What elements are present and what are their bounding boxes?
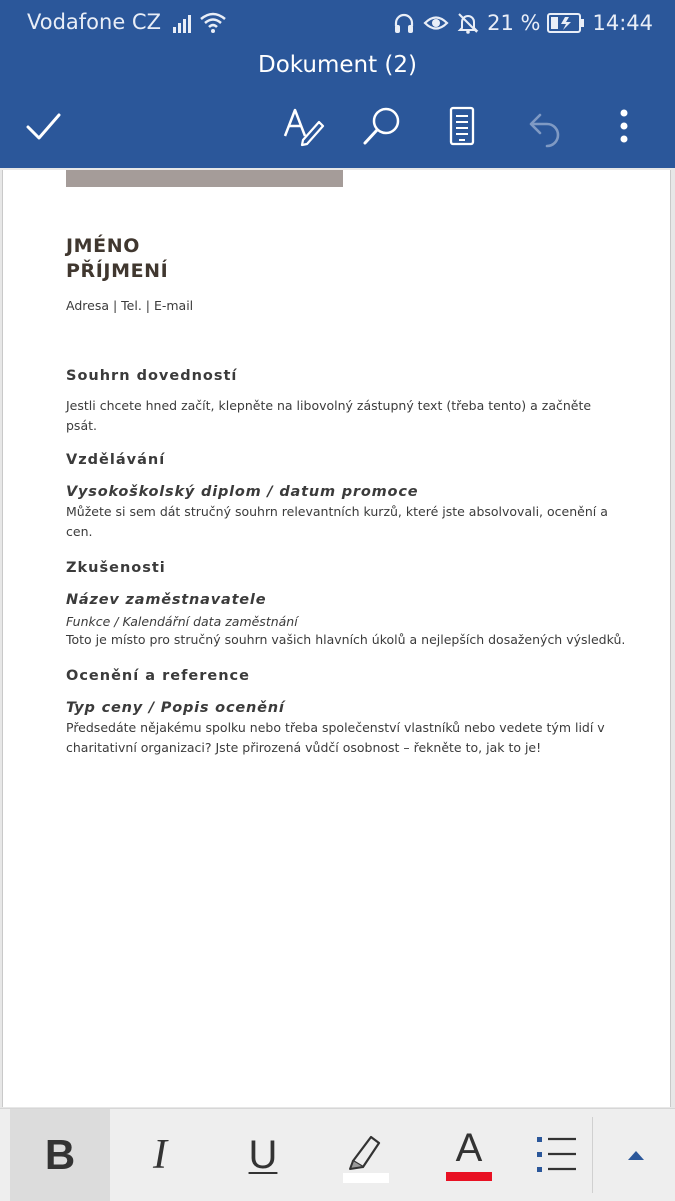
education-subheading[interactable]: Vysokoškolský diplom / datum promoce: [66, 484, 419, 500]
done-button[interactable]: [18, 101, 68, 151]
caret-up-icon: [626, 1148, 646, 1162]
bell-off-icon: [456, 11, 480, 35]
awards-text-line2[interactable]: charitativní organizaci? Jste přirozená vůdčí osobnost – řekněte to, jak to je!: [66, 740, 542, 755]
document-title[interactable]: Dokument (2): [257, 52, 417, 78]
font-color-glyph-wrap: [446, 1125, 492, 1185]
battery-percent: 21 %: [487, 11, 541, 35]
contact-line[interactable]: Adresa | Tel. | E-mail: [66, 298, 194, 313]
italic-icon: I: [153, 1132, 167, 1178]
bulleted-list-icon: [534, 1133, 578, 1177]
bold-button[interactable]: [10, 1109, 110, 1201]
document-content[interactable]: [66, 234, 626, 758]
reading-view-icon: [440, 104, 484, 148]
underline-button[interactable]: [213, 1109, 313, 1201]
clock: 14:44: [592, 11, 653, 35]
signal-icon: [172, 12, 194, 34]
awards-text-line1[interactable]: Předsedáte nějakému spolku nebo třeba společenství vlastníků nebo vedete tým lidí v: [66, 720, 605, 735]
pen-edit-icon: [281, 104, 325, 148]
toolbar-divider: [592, 1117, 593, 1193]
check-icon: [23, 106, 63, 146]
headphones-icon: [392, 11, 416, 35]
search-button[interactable]: [357, 101, 407, 151]
more-options-button[interactable]: [599, 101, 649, 151]
skills-text[interactable]: Jestli chcete hned začít, klepněte na libovolný zástupný text (třeba tento) a začněte psát.: [66, 398, 592, 433]
bullets-button[interactable]: [520, 1109, 592, 1201]
document-page[interactable]: [2, 170, 671, 1107]
wifi-icon: [199, 10, 227, 34]
bold-icon: B: [44, 1131, 76, 1178]
undo-button[interactable]: [518, 101, 568, 151]
status-right: [392, 10, 653, 36]
eye-icon: [423, 11, 449, 35]
experience-heading[interactable]: Zkušenosti: [66, 560, 166, 576]
expand-toolbar-button[interactable]: [596, 1109, 675, 1201]
experience-text[interactable]: Toto je místo pro stručný souhrn vašich hlavních úkolů a nejlepších dosažených výsledků.: [66, 632, 626, 647]
font-color-button[interactable]: [419, 1109, 519, 1201]
name-first[interactable]: JMÉNO: [66, 235, 141, 257]
more-icon: [614, 104, 634, 148]
awards-subheading[interactable]: Typ ceny / Popis ocenění: [66, 700, 285, 716]
app-header: [0, 0, 675, 168]
draw-button[interactable]: [278, 101, 328, 151]
view-mode-button[interactable]: [437, 101, 487, 151]
highlight-button[interactable]: [316, 1109, 416, 1201]
format-toolbar: [0, 1108, 675, 1201]
name-last[interactable]: PŘÍJMENÍ: [66, 260, 169, 282]
carrier-name: Vodafone CZ: [27, 10, 161, 34]
undo-icon: [521, 104, 565, 148]
italic-button[interactable]: [110, 1109, 210, 1201]
search-icon: [360, 104, 404, 148]
experience-role-dates[interactable]: Funkce / Kalendářní data zaměstnání: [66, 614, 298, 629]
battery-icon: [547, 12, 585, 34]
header-accent-bar: [66, 170, 343, 187]
education-heading[interactable]: Vzdělávání: [66, 452, 166, 468]
highlighter-icon: [341, 1125, 391, 1185]
font-color-icon: A: [455, 1126, 483, 1170]
font-color-strip: [446, 1172, 492, 1181]
status-bar: [0, 0, 675, 46]
education-text[interactable]: Můžete si sem dát stručný souhrn relevantních kurzů, které jste absolvovali, ocenění a cen.: [66, 504, 608, 539]
underline-icon: U: [248, 1132, 278, 1177]
experience-subheading[interactable]: Název zaměstnavatele: [66, 592, 267, 608]
skills-heading[interactable]: Souhrn dovedností: [66, 368, 238, 384]
awards-heading[interactable]: Ocenění a reference: [66, 668, 250, 684]
highlight-color-strip: [343, 1173, 389, 1183]
